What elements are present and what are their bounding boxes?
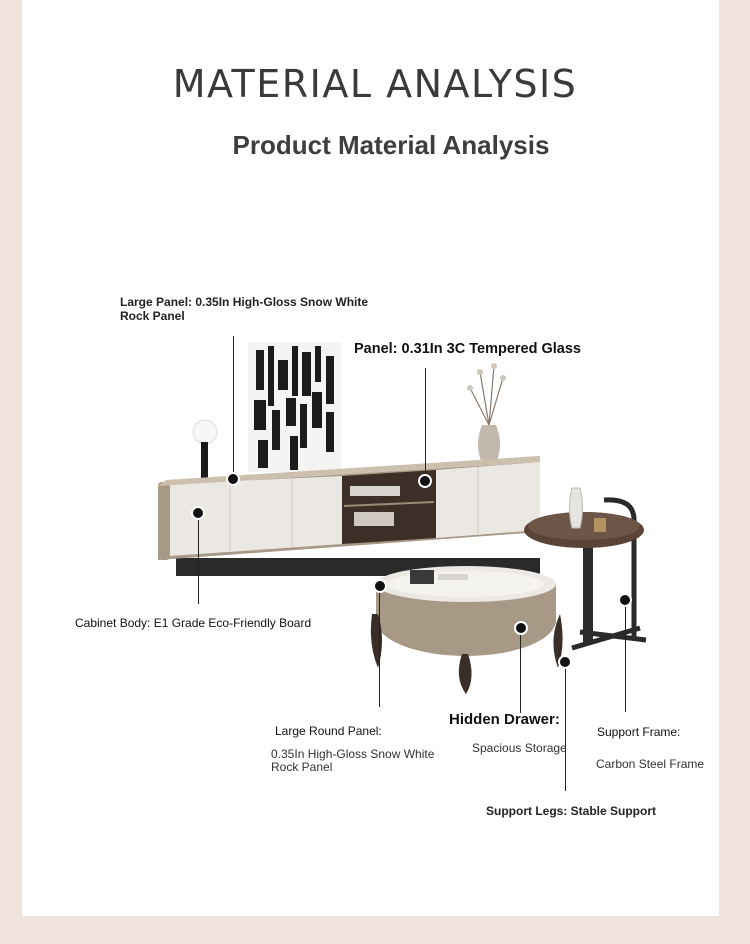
vase-decor bbox=[467, 363, 506, 463]
label-round-panel-desc: 0.35In High-Gloss Snow White Rock Panel bbox=[271, 747, 435, 774]
leader-line-hidden-drawer bbox=[520, 627, 521, 713]
label-cabinet-body: Cabinet Body: E1 Grade Eco-Friendly Board bbox=[75, 616, 312, 630]
leader-line-round-panel bbox=[379, 585, 380, 707]
label-support-legs: Support Legs: Stable Support bbox=[486, 804, 656, 818]
coffee-table bbox=[371, 566, 563, 694]
label-hidden-drawer-title: Hidden Drawer: bbox=[449, 711, 560, 728]
marker-support-frame bbox=[618, 593, 632, 607]
label-support-frame-desc: Carbon Steel Frame bbox=[596, 757, 705, 771]
page-subtitle: Product Material Analysis bbox=[232, 130, 550, 160]
label-glass-panel: Panel: 0.31In 3C Tempered Glass bbox=[354, 341, 581, 357]
table-lamp bbox=[190, 420, 218, 485]
label-support-frame-title: Support Frame: bbox=[597, 725, 681, 739]
wall-artwork bbox=[248, 342, 342, 472]
marker-support-legs bbox=[558, 655, 572, 669]
marker-hidden-drawer bbox=[514, 621, 528, 635]
label-large-panel: Large Panel: 0.35In High-Gloss Snow White Rock Panel bbox=[120, 295, 369, 323]
tv-cabinet bbox=[158, 456, 540, 576]
leader-line-support-frame bbox=[625, 600, 626, 712]
leader-line-cabinet-body bbox=[198, 512, 199, 604]
leader-line-glass-panel bbox=[425, 368, 426, 480]
marker-round-panel bbox=[373, 579, 387, 593]
label-hidden-drawer-desc: Spacious Storage bbox=[472, 741, 567, 755]
page-title: MATERIAL ANALYSIS bbox=[172, 62, 578, 106]
leader-line-large-panel bbox=[233, 336, 234, 478]
marker-glass-panel bbox=[418, 474, 432, 488]
label-round-panel-title: Large Round Panel: bbox=[275, 724, 382, 738]
marker-large-panel bbox=[226, 472, 240, 486]
marker-cabinet-body bbox=[191, 506, 205, 520]
